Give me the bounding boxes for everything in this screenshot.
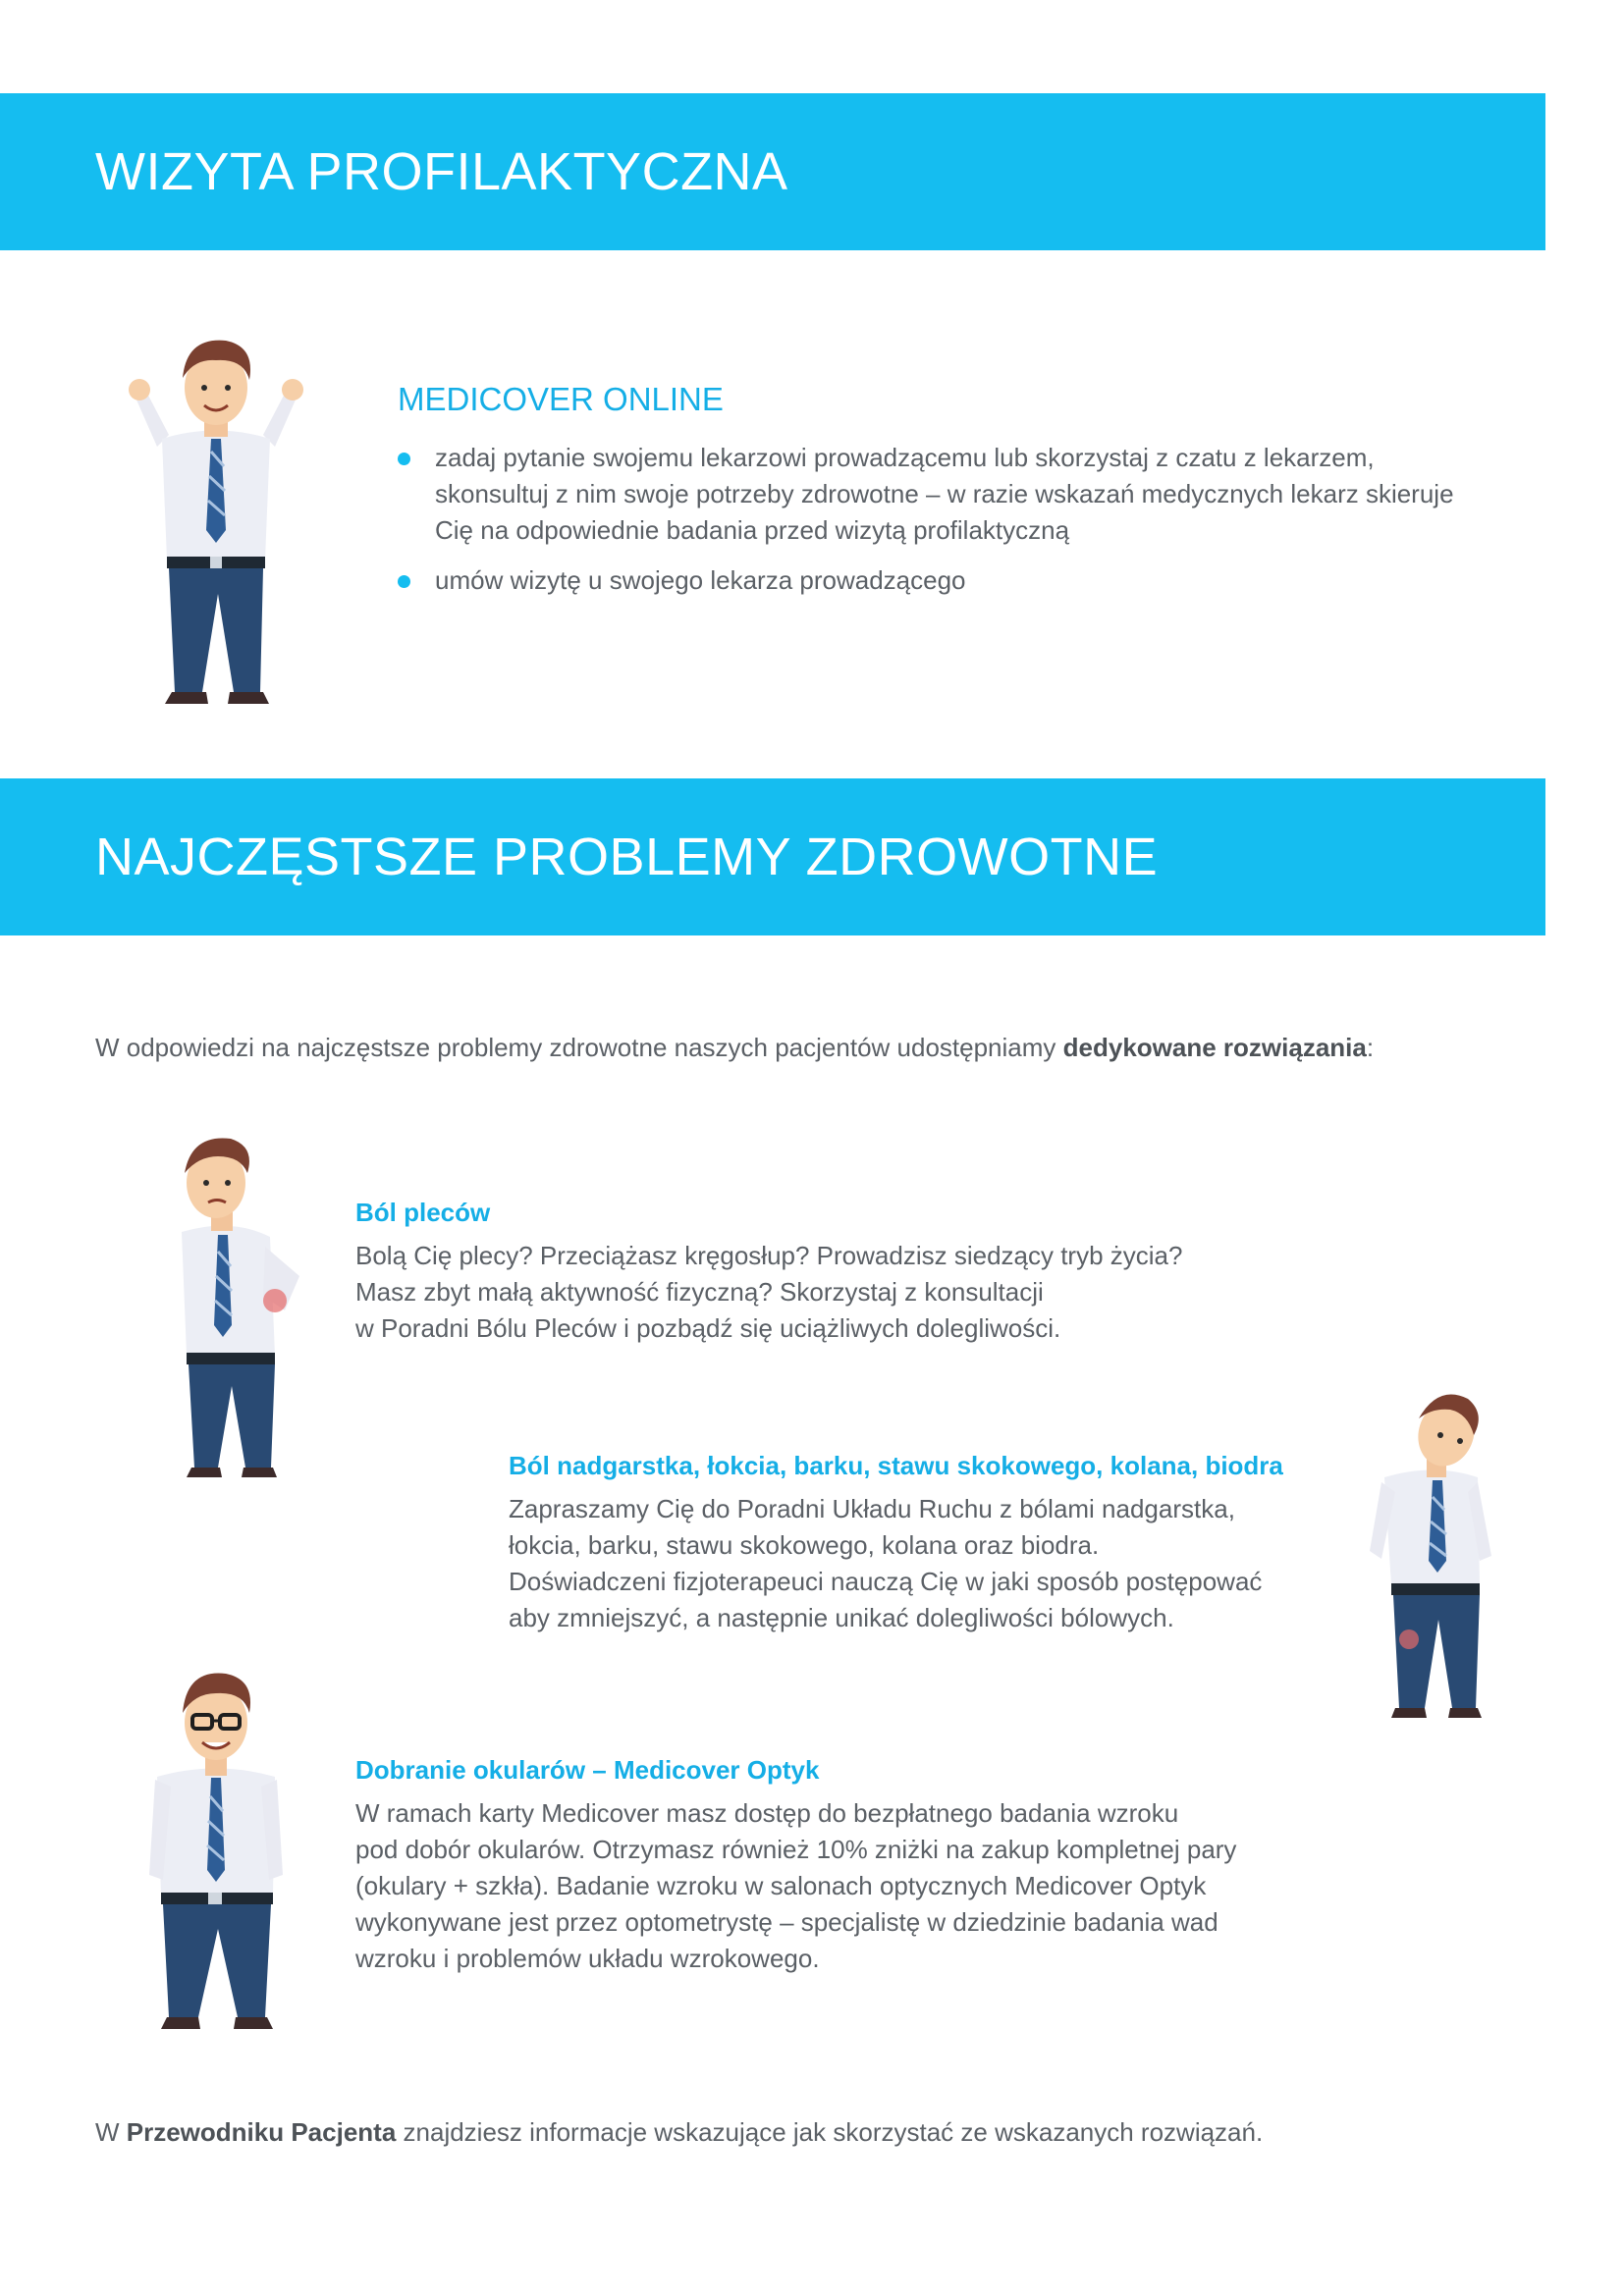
item-line: Doświadczeni fizjoterapeuci nauczą Cię w jaki sposób postępować: [509, 1567, 1263, 1596]
man-flexing-illustration: [118, 329, 314, 714]
banner-title: NAJCZĘSTSZE PROBLEMY ZDROWOTNE: [95, 828, 1159, 886]
item-line: wykonywane jest przez optometrystę – specjalistę w dziedzinie badania wad: [355, 1907, 1218, 1937]
man-glasses-illustration: [147, 1664, 285, 2037]
intro-end: :: [1366, 1033, 1375, 1062]
outro-paragraph: [95, 2117, 1263, 2148]
item-title: Dobranie okularów – Medicover Optyk: [355, 1755, 820, 1785]
item-title: Ból nadgarstka, łokcia, barku, stawu skokowego, kolana, biodra: [509, 1451, 1283, 1480]
item-line: w Poradni Bólu Pleców i pozbądź się uciążliwych dolegliwości.: [355, 1313, 1061, 1343]
medicover-online-bullets: [398, 440, 1478, 599]
bullet-text: zadaj pytanie swojemu lekarzowi prowadzącemu lub skorzystaj z czatu z lekarzem, skonsultuj z nim swoje potrzeby zdrowotne – w razie wskazań medycznych lekarz skieruje Cię na odpowiednie badania przed wizytą profilaktyczną: [435, 443, 1454, 545]
item-line: Masz zbyt małą aktywność fizyczną? Skorzystaj z konsultacji: [355, 1277, 1044, 1307]
item-line: aby zmniejszyć, a następnie unikać dolegliwości bólowych.: [509, 1603, 1174, 1632]
intro-bold: dedykowane rozwiązania: [1062, 1033, 1367, 1062]
item-line: Zapraszamy Cię do Poradni Układu Ruchu z bólami nadgarstka,: [509, 1494, 1235, 1523]
man-knee-pain-illustration: [1370, 1384, 1497, 1723]
item-bol-plecow: [355, 1198, 1182, 1347]
outro-bold: Przewodniku Pacjenta: [126, 2117, 397, 2147]
item-bol-stawow: [509, 1451, 1283, 1636]
item-title: Ból pleców: [355, 1198, 491, 1227]
bullet-dot-icon: [398, 453, 410, 465]
bullet-text: umów wizytę u swojego lekarza prowadzącego: [435, 565, 966, 595]
bullet-dot-icon: [398, 575, 410, 588]
banner-wizyta-profilaktyczna: [0, 93, 1545, 250]
item-line: W ramach karty Medicover masz dostęp do bezpłatnego badania wzroku: [355, 1798, 1179, 1828]
outro-start: W: [95, 2117, 127, 2147]
bullet-item: [398, 440, 1478, 549]
intro-text: W odpowiedzi na najczęstsze problemy zdrowotne naszych pacjentów udostępniamy: [95, 1033, 1063, 1062]
medicover-online-heading: MEDICOVER ONLINE: [398, 381, 724, 417]
man-back-pain-illustration: [137, 1129, 314, 1482]
intro-paragraph: [95, 1033, 1374, 1063]
item-line: (okulary + szkła). Badanie wzroku w salonach optycznych Medicover Optyk: [355, 1871, 1207, 1900]
banner-najczestsze-problemy: [0, 778, 1545, 935]
banner-title: WIZYTA PROFILAKTYCZNA: [95, 142, 788, 201]
item-dobranie-okularow: [355, 1755, 1236, 1977]
item-line: Bolą Cię plecy? Przeciążasz kręgosłup? Prowadzisz siedzący tryb życia?: [355, 1241, 1183, 1270]
bullet-item: [398, 562, 1478, 599]
item-line: pod dobór okularów. Otrzymasz również 10% zniżki na zakup kompletnej pary: [355, 1835, 1237, 1864]
outro-end: znajdziesz informacje wskazujące jak skorzystać ze wskazanych rozwiązań.: [396, 2117, 1264, 2147]
item-line: wzroku i problemów układu wzrokowego.: [355, 1944, 820, 1973]
item-line: łokcia, barku, stawu skokowego, kolana oraz biodra.: [509, 1530, 1100, 1560]
